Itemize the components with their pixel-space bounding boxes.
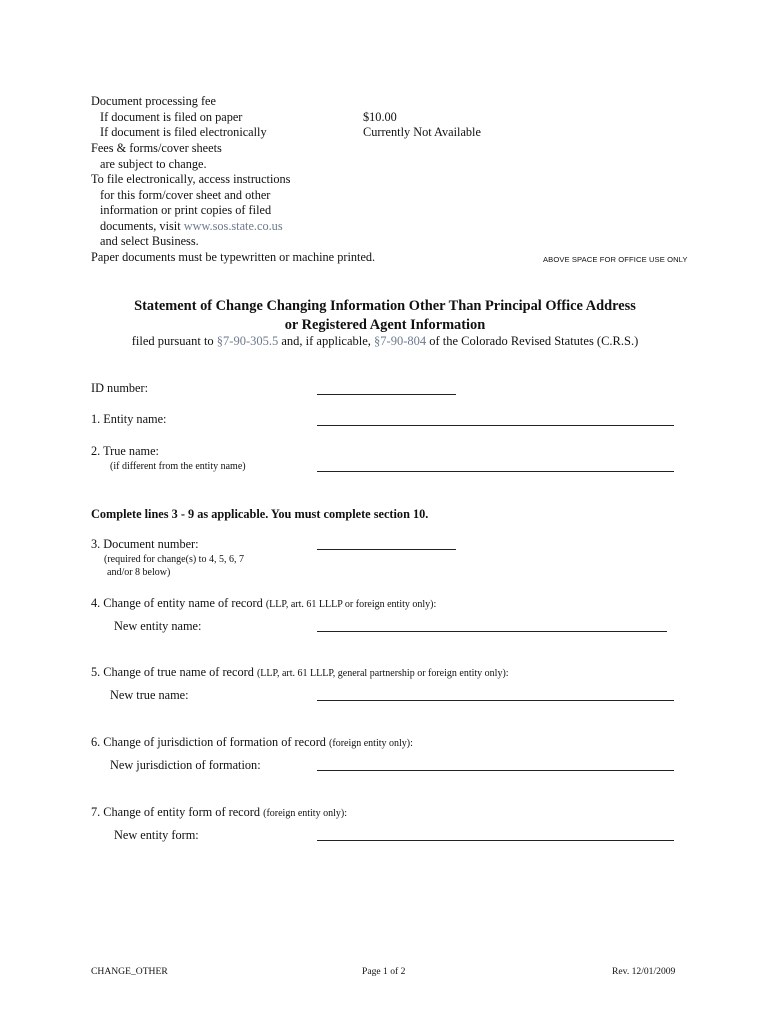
efile-instructions-4 [100, 219, 283, 235]
document-number-label: 3. Document number: [91, 537, 199, 551]
document-number-note: (required for change(s) to 4, 5, 6, 7 [104, 554, 244, 565]
statute-link-1[interactable]: §7-90-305.5 [216, 334, 279, 348]
efile-instructions-2: for this form/cover sheet and other [100, 188, 271, 202]
change-true-name-label [91, 665, 509, 682]
form-code: CHANGE_OTHER [91, 966, 168, 977]
change-jurisdiction-note: (foreign entity only): [329, 738, 413, 749]
filed-prefix: filed pursuant to [131, 334, 214, 348]
complete-lines-instruction: Complete lines 3 - 9 as applicable. You must complete section 10. [91, 507, 429, 521]
new-entity-name-field[interactable] [317, 631, 667, 632]
new-entity-form-label: New entity form: [114, 828, 199, 842]
office-use-label: ABOVE SPACE FOR OFFICE USE ONLY [543, 255, 688, 264]
id-number-label: ID number: [91, 381, 149, 395]
entity-name-label: 1. Entity name: [91, 412, 167, 426]
page-number: Page 1 of 2 [362, 966, 406, 977]
change-jurisdiction-text: 6. Change of jurisdiction of formation of record [91, 735, 326, 749]
new-true-name-field[interactable] [317, 700, 674, 701]
new-true-name-label: New true name: [110, 688, 189, 702]
change-true-name-note: (LLP, art. 61 LLLP, general partnership or foreign entity only): [256, 668, 509, 679]
change-entity-name-label [91, 596, 436, 613]
new-jurisdiction-field[interactable] [317, 770, 674, 771]
revision-date: Rev. 12/01/2009 [612, 966, 676, 977]
change-entity-form-note: (foreign entity only): [263, 808, 347, 819]
change-entity-form-label [91, 805, 347, 822]
efile-instructions: To file electronically, access instructions [91, 172, 291, 186]
page-title: Statement of Change Changing Information Other Than Principal Office Address [134, 298, 636, 314]
electronic-fee-label: If document is filed electronically [100, 125, 267, 139]
change-jurisdiction-label [91, 735, 413, 752]
change-entity-form-text: 7. Change of entity form of record [91, 805, 261, 819]
change-true-name-text: 5. Change of true name of record [91, 665, 254, 679]
document-number-note-2: and/or 8 below) [107, 567, 171, 578]
efile-visit-text: documents, visit [100, 219, 181, 233]
id-number-field[interactable] [317, 394, 456, 395]
efile-instructions-3: information or print copies of filed [100, 203, 272, 217]
electronic-fee-value: Currently Not Available [363, 125, 481, 139]
filed-middle: and, if applicable, [281, 334, 371, 348]
change-entity-name-note: (LLP, art. 61 LLLP or foreign entity only): [265, 599, 437, 610]
new-jurisdiction-label: New jurisdiction of formation: [110, 758, 261, 772]
true-name-label: 2. True name: [91, 444, 159, 458]
page-title-line2: or Registered Agent Information [284, 317, 486, 333]
true-name-note: (if different from the entity name) [110, 461, 246, 472]
entity-name-field[interactable] [317, 425, 674, 426]
processing-fee-label: Document processing fee [91, 94, 216, 108]
paper-fee-value: $10.00 [363, 110, 397, 124]
new-entity-name-label: New entity name: [114, 619, 202, 633]
change-entity-name-text: 4. Change of entity name of record [91, 596, 263, 610]
paper-documents-note: Paper documents must be typewritten or machine printed. [91, 250, 376, 264]
statute-link-2[interactable]: §7-90-804 [374, 334, 427, 348]
fees-change-note: Fees & forms/cover sheets [91, 141, 222, 155]
true-name-field[interactable] [317, 471, 674, 472]
new-entity-form-field[interactable] [317, 840, 674, 841]
filed-suffix: of the Colorado Revised Statutes (C.R.S.) [429, 334, 639, 348]
sos-website-link[interactable]: www.sos.state.co.us [183, 219, 283, 233]
statute-reference [80, 334, 690, 349]
efile-instructions-5: and select Business. [100, 234, 199, 248]
fees-change-note-cont: are subject to change. [100, 157, 207, 171]
paper-fee-label: If document is filed on paper [100, 110, 243, 124]
document-number-field[interactable] [317, 549, 456, 550]
